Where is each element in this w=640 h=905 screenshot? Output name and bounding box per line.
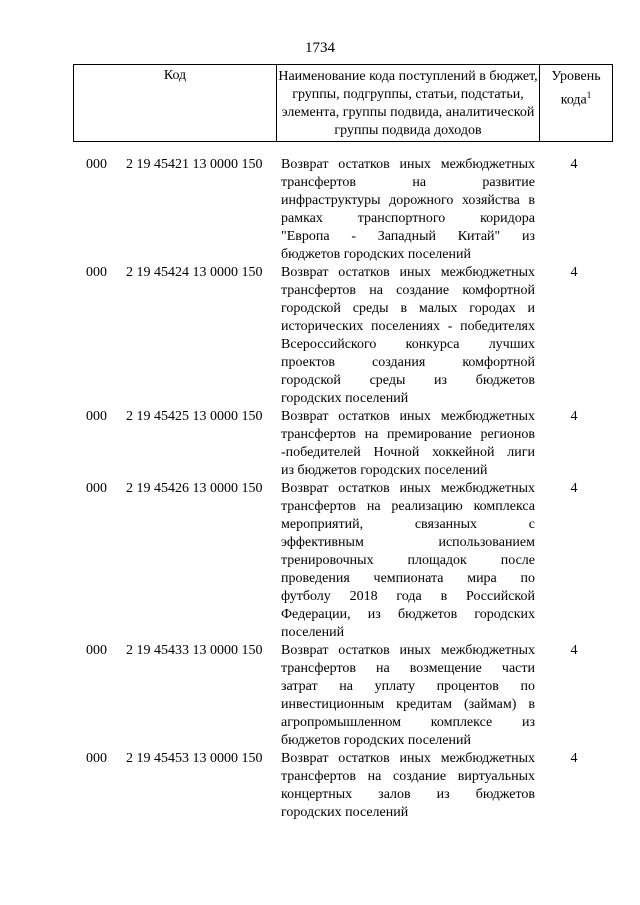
description-line: поселений	[281, 625, 345, 640]
description-line: -победителей Ночной хоккейной лиги	[281, 445, 535, 460]
description-line: бюджетов городских поселений	[281, 247, 471, 262]
description-line: Возврат остатков иных межбюджетных	[281, 751, 535, 766]
revenue-code: 2 19 45453 13 0000 150	[126, 751, 263, 766]
code-level: 4	[570, 265, 578, 280]
description-line: "Европа - Западный Китай" из	[281, 229, 535, 244]
description-line: городских поселений	[281, 805, 409, 820]
header-level-label: Уровень кода	[551, 69, 601, 108]
description-line: Всероссийского конкурса лучших	[281, 337, 535, 352]
description-line: проектов создания комфортной	[281, 355, 535, 370]
code-level: 4	[570, 409, 578, 424]
revenue-description	[281, 642, 535, 750]
page-number: 1734	[305, 40, 335, 56]
code-level: 4	[570, 751, 578, 766]
revenue-code: 2 19 45424 13 0000 150	[126, 265, 263, 280]
description-line: инфраструктуры дорожного хозяйства в	[281, 193, 535, 208]
description-line: инвестиционным кредитам (займам) в	[281, 697, 535, 712]
description-line: трансфертов на премирование регионов	[281, 427, 535, 442]
description-line: рамках транспортного коридора	[281, 211, 535, 226]
description-line: трансфертов на реализацию комплекса	[281, 499, 535, 514]
revenue-description	[281, 480, 535, 642]
description-line: мероприятий, связанных с	[281, 517, 535, 532]
table-row	[0, 480, 640, 642]
revenue-description	[281, 156, 535, 264]
description-line: трансфертов на создание виртуальных	[281, 769, 535, 784]
description-line: Возврат остатков иных межбюджетных	[281, 409, 535, 424]
description-line: концертных залов из бюджетов	[281, 787, 535, 802]
table-body	[0, 156, 640, 822]
table-row	[0, 408, 640, 480]
description-line: исторических поселениях - победителях	[281, 319, 535, 334]
description-line: футболу 2018 года в Российской	[281, 589, 535, 604]
admin-code: 000	[86, 157, 107, 172]
description-line: эффективным использованием	[281, 535, 535, 550]
header-code	[74, 65, 277, 141]
revenue-description	[281, 750, 535, 822]
header-name	[277, 65, 540, 141]
description-line: городской среды в малых городах и	[281, 301, 535, 316]
description-line: городской среды из бюджетов	[281, 373, 535, 388]
description-line: трансфертов на развитие	[281, 175, 535, 190]
admin-code: 000	[86, 481, 107, 496]
admin-code: 000	[86, 265, 107, 280]
header-level-footnote: 1	[586, 90, 592, 100]
description-line: Возврат остатков иных межбюджетных	[281, 643, 535, 658]
description-line: бюджетов городских поселений	[281, 733, 471, 748]
description-line: затрат на уплату процентов по	[281, 679, 535, 694]
header-code-label: Код	[163, 68, 187, 83]
code-level: 4	[570, 481, 578, 496]
table-header	[73, 64, 613, 142]
table-row	[0, 642, 640, 750]
admin-code: 000	[86, 751, 107, 766]
description-line: трансфертов на возмещение части	[281, 661, 535, 676]
table-row	[0, 750, 640, 822]
table-row	[0, 156, 640, 264]
description-line: трансфертов на создание комфортной	[281, 283, 535, 298]
description-line: Возврат остатков иных межбюджетных	[281, 481, 535, 496]
revenue-code: 2 19 45425 13 0000 150	[126, 409, 263, 424]
admin-code: 000	[86, 409, 107, 424]
table-row	[0, 264, 640, 408]
revenue-description	[281, 264, 535, 408]
description-line: агропромышленном комплексе из	[281, 715, 535, 730]
admin-code: 000	[86, 643, 107, 658]
header-name-label: Наименование кода поступлений в бюджет, группы, подгруппы, статьи, подстатьи, элемента, группы подвида, аналитической группы подвида доходов	[278, 69, 538, 138]
revenue-code: 2 19 45426 13 0000 150	[126, 481, 263, 496]
description-line: Возврат остатков иных межбюджетных	[281, 265, 535, 280]
description-line: городских поселений	[281, 391, 409, 406]
code-level: 4	[570, 157, 578, 172]
revenue-code: 2 19 45433 13 0000 150	[126, 643, 263, 658]
header-level	[540, 65, 612, 141]
revenue-description	[281, 408, 535, 480]
code-level: 4	[570, 643, 578, 658]
description-line: из бюджетов городских поселений	[281, 463, 488, 478]
description-line: Возврат остатков иных межбюджетных	[281, 157, 535, 172]
revenue-code: 2 19 45421 13 0000 150	[126, 157, 263, 172]
description-line: тренировочных площадок после	[281, 553, 535, 568]
description-line: Федерации, из бюджетов городских	[281, 607, 535, 622]
description-line: проведения чемпионата мира по	[281, 571, 535, 586]
